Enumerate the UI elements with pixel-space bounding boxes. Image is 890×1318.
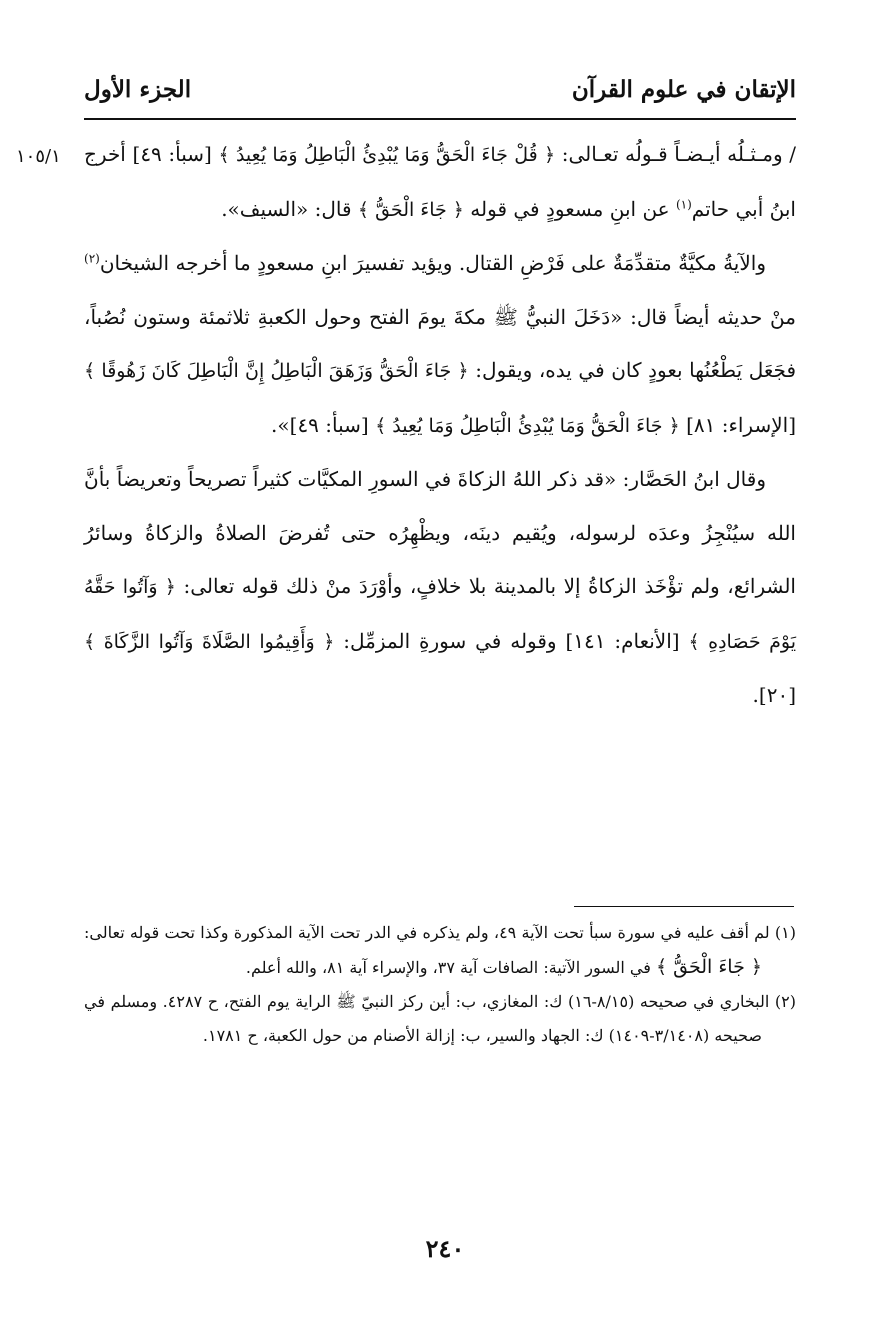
footnotes [84, 916, 796, 1053]
text-run: عن ابنِ مسعودٍ في قوله [463, 196, 676, 221]
text-run: منْ حديثه أيضاً قال: «دَخَلَ النبيُّ ﷺ مكةَ يومَ الفتح وحول الكعبةِ ثلاثمئة وستون نُصُباً، فجَعَل يَطْعُنُها بعودٍ كان في يده، ويقول: [84, 304, 797, 382]
quran-verse: ﴿ وَأَقِيمُوا الصَّلَاةَ وَآتُوا الزَّكَاةَ ﴾ [84, 630, 335, 653]
quran-verse: ﴿ جَاءَ الْحَقُّ وَزَهَقَ الْبَاطِلُ إِنَّ الْبَاطِلَ كَانَ زَهُوقًا ﴾ [84, 360, 469, 382]
page-number: ٢٤٠ [425, 1234, 465, 1263]
main-text [84, 128, 796, 723]
footnote-rule [574, 906, 794, 907]
text-run: والآيةُ مكيَّةٌ متقدِّمَةٌ على فَرْضِ القتال. ويؤيد تفسيرَ ابنِ مسعودٍ ما أخرجه الشيخان [99, 251, 766, 275]
text-run: [سبأ: ٤٩] أخرج ابنُ أبي حاتم [84, 142, 796, 221]
text-run: [٢٠]. [752, 683, 796, 707]
paragraph-3 [84, 453, 796, 723]
footnote-text: لم أقف عليه في سورة سبأ تحت الآية ٤٩، ولم يذكره في الدر تحت الآية المذكورة وكذا تحت قوله تعالى: [84, 923, 775, 942]
quran-verse: ﴿ وَآتُوا حَقَّهُ يَوْمَ حَصَادِهِ ﴾ [84, 576, 796, 653]
quran-verse: ﴿ جَاءَ الْحَقُّ وَمَا يُبْدِئُ الْبَاطِلُ وَمَا يُعِيدُ ﴾ [375, 414, 680, 437]
footnote-text: البخاري في صحيحه (٨/١٥-١٦) ك: المغازي، ب: أين ركز النبيّ ﷺ الراية يوم الفتح، ح ٤٢٨٧. ومسلم في صحيحه (٣/١٤٠٨-١٤٠٩) ك: الجهاد والسير، ب: إزالة الأصنام من حول الكعبة، ح ١٧٨١. [84, 992, 775, 1045]
paragraph-2 [84, 237, 796, 453]
part-title: الجزء الأول [84, 76, 192, 103]
book-title: الإتقان في علوم القرآن [571, 76, 796, 103]
margin-reference: ١٠٥/١ [16, 146, 61, 167]
text-run: وقال ابنُ الحَصَّار: «قد ذكر اللهُ الزكاةَ في السورِ المكيَّات كثيراً تصريحاً وتعريضاً بأنَّ الله سيُنْجِزُ وعدَه لرسوله، ويُقيم دينَه، ويظْهِرُه حتى تُفرضَ الصلاةُ والزكاةُ وسائرُ الشرائع، ولم تؤْخَذ الزكاةُ إلا بالمدينة بلا خلافٍ، وأوْرَدَ منْ ذلك قوله تعالى: [84, 467, 796, 598]
text-run: [الأنعام: ١٤١] وقوله في سورةِ المزمِّل: [334, 628, 689, 653]
footnote-marker: (٢) [84, 251, 100, 266]
running-header [84, 74, 796, 114]
text-run: [سبأ: ٤٩]». [271, 412, 376, 437]
text-run: / ومـثـلُه أيـضـاً قـولُه تعـالى: [555, 142, 797, 166]
quran-verse: ﴿ جَاءَ الْحَقُّ ﴾ [655, 956, 762, 978]
footnote-marker: (١) [675, 196, 692, 211]
quran-verse: ﴿ قُلْ جَاءَ الْحَقُّ وَمَا يُبْدِئُ الْبَاطِلُ وَمَا يُعِيدُ ﴾ [218, 144, 556, 166]
header-rule [84, 118, 796, 120]
footnote-number: (٢) [774, 992, 796, 1011]
text-run: قال: «السيف». [221, 196, 358, 221]
footnote-number: (١) [774, 923, 797, 942]
footnote-1 [84, 916, 796, 985]
footnote-2 [84, 985, 796, 1053]
paragraph-1 [84, 128, 796, 237]
quran-verse: ﴿ جَاءَ الْحَقُّ ﴾ [357, 198, 464, 221]
footnote-text: في السور الآتية: الصافات آية ٣٧، والإسراء آية ٨١، والله أعلم. [245, 958, 656, 977]
text-run: [الإسراء: ٨١] [679, 412, 796, 437]
